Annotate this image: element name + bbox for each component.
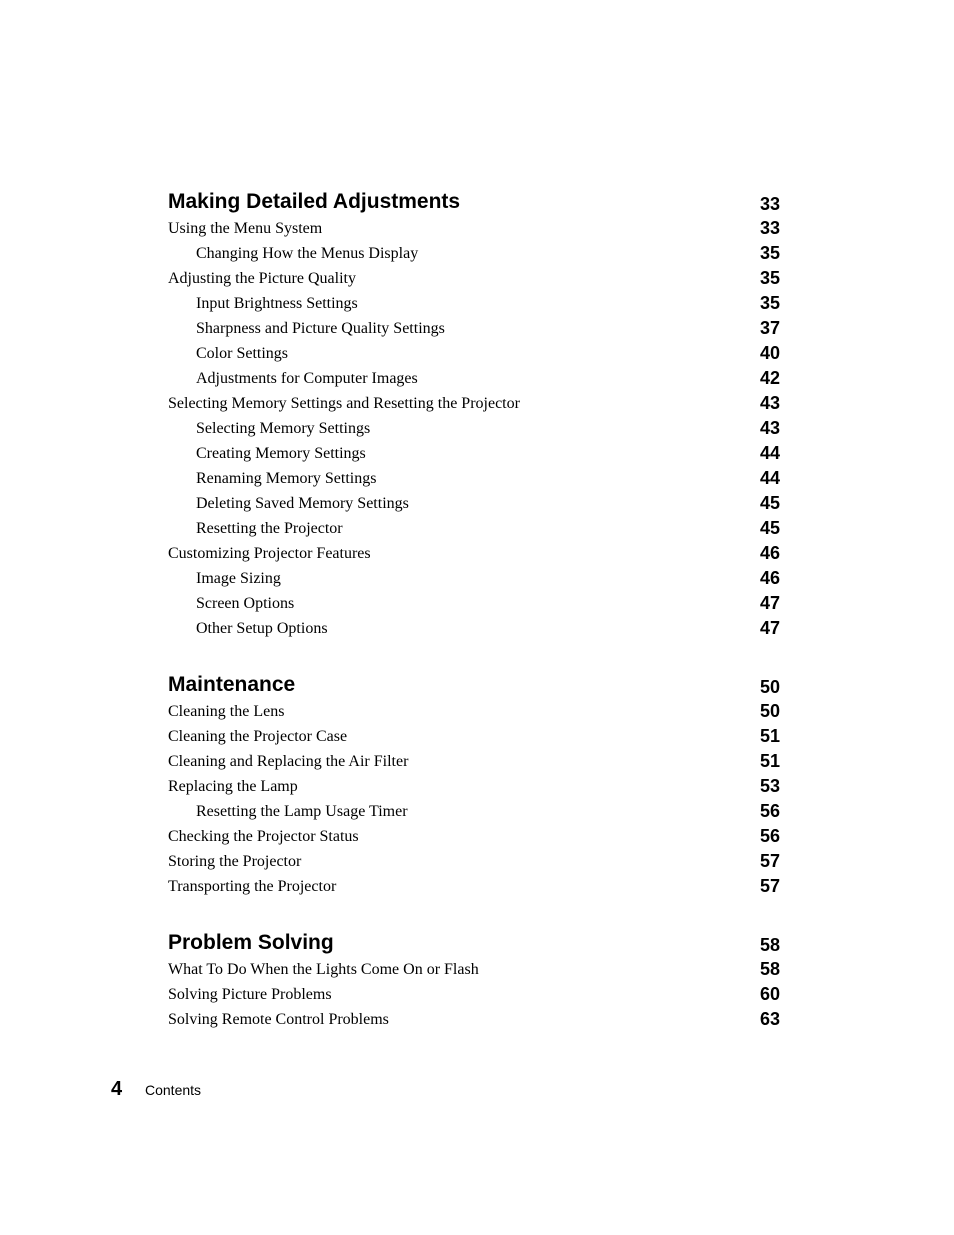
toc-entry-page-number: 35 [759, 243, 780, 263]
toc-entry-page-number: 46 [759, 543, 780, 563]
toc-entry-page-number: 45 [759, 518, 780, 538]
toc-entry[interactable] [168, 957, 780, 982]
toc-entry-page-number: 56 [759, 801, 780, 821]
toc-entry-page-number: 60 [759, 984, 780, 1004]
toc-entry-title: Replacing the Lamp [168, 778, 298, 795]
toc-subentry[interactable] [168, 491, 780, 516]
toc-entry-title: Deleting Saved Memory Settings [196, 495, 409, 512]
toc-heading-title: Maintenance [168, 673, 296, 696]
table-of-contents [168, 188, 780, 1032]
toc-entry-page-number: 63 [759, 1009, 780, 1029]
toc-entry-title: Checking the Projector Status [168, 828, 359, 845]
toc-entry[interactable] [168, 849, 780, 874]
toc-section-heading[interactable] [168, 188, 780, 216]
toc-entry[interactable] [168, 699, 780, 724]
toc-subentry[interactable] [168, 291, 780, 316]
toc-entry-title: Using the Menu System [168, 220, 323, 237]
toc-entry-title: Cleaning and Replacing the Air Filter [168, 753, 409, 770]
toc-entry[interactable] [168, 541, 780, 566]
toc-entry-title: Sharpness and Picture Quality Settings [196, 320, 445, 337]
toc-entry-title: Screen Options [196, 595, 295, 612]
toc-entry-title: Solving Picture Problems [168, 986, 332, 1003]
toc-entry-page-number: 57 [759, 851, 780, 871]
toc-entry-page-number: 43 [759, 393, 780, 413]
toc-entry-title: Storing the Projector [168, 853, 302, 870]
toc-subentry[interactable] [168, 616, 780, 641]
toc-subentry[interactable] [168, 341, 780, 366]
toc-entry-title: Selecting Memory Settings [196, 420, 371, 437]
toc-subentry[interactable] [168, 466, 780, 491]
toc-section [168, 188, 780, 641]
toc-entry-title: Resetting the Projector [196, 520, 343, 537]
toc-section [168, 671, 780, 899]
toc-subentry[interactable] [168, 416, 780, 441]
toc-entry-page-number: 58 [759, 959, 780, 979]
toc-heading-title: Making Detailed Adjustments [168, 190, 461, 213]
toc-entry-title: Renaming Memory Settings [196, 470, 377, 487]
toc-entry-title: What To Do When the Lights Come On or Flash [168, 961, 479, 978]
toc-entry[interactable] [168, 824, 780, 849]
toc-entry-title: Color Settings [196, 345, 289, 362]
toc-heading-page-number: 58 [759, 935, 780, 955]
toc-subentry[interactable] [168, 591, 780, 616]
toc-heading-page-number: 33 [759, 194, 780, 214]
toc-entry-page-number: 51 [759, 726, 780, 746]
toc-subentry[interactable] [168, 366, 780, 391]
toc-section-heading[interactable] [168, 929, 780, 957]
toc-entry-title: Image Sizing [196, 570, 281, 587]
toc-heading-page-number: 50 [759, 677, 780, 697]
toc-entry-title: Transporting the Projector [168, 878, 337, 895]
toc-subentry[interactable] [168, 516, 780, 541]
toc-entry-page-number: 42 [759, 368, 780, 388]
toc-entry[interactable] [168, 216, 780, 241]
toc-entry-page-number: 43 [759, 418, 780, 438]
toc-entry-title: Solving Remote Control Problems [168, 1011, 389, 1028]
toc-entry[interactable] [168, 391, 780, 416]
toc-entry[interactable] [168, 266, 780, 291]
toc-subentry[interactable] [168, 799, 780, 824]
toc-entry-title: Adjustments for Computer Images [196, 370, 418, 387]
toc-entry-title: Resetting the Lamp Usage Timer [196, 803, 408, 820]
toc-entry-page-number: 45 [759, 493, 780, 513]
toc-entry[interactable] [168, 724, 780, 749]
toc-subentry[interactable] [168, 241, 780, 266]
toc-entry-page-number: 44 [759, 468, 780, 488]
toc-entry-page-number: 56 [759, 826, 780, 846]
toc-entry[interactable] [168, 774, 780, 799]
toc-heading-title: Problem Solving [168, 931, 334, 954]
toc-section [168, 929, 780, 1032]
toc-entry-page-number: 40 [759, 343, 780, 363]
toc-entry[interactable] [168, 749, 780, 774]
toc-entry-page-number: 57 [759, 876, 780, 896]
toc-entry-page-number: 37 [759, 318, 780, 338]
toc-entry[interactable] [168, 874, 780, 899]
toc-entry-page-number: 47 [759, 593, 780, 613]
toc-subentry[interactable] [168, 316, 780, 341]
toc-entry-page-number: 53 [759, 776, 780, 796]
toc-entry-title: Cleaning the Lens [168, 703, 285, 720]
toc-entry[interactable] [168, 982, 780, 1007]
toc-section-heading[interactable] [168, 671, 780, 699]
toc-entry-title: Changing How the Menus Display [196, 245, 419, 262]
toc-entry-title: Customizing Projector Features [168, 545, 371, 562]
toc-entry-page-number: 35 [759, 268, 780, 288]
toc-entry-title: Selecting Memory Settings and Resetting the Projector [168, 395, 520, 412]
toc-entry-title: Adjusting the Picture Quality [168, 270, 356, 287]
toc-entry-page-number: 51 [759, 751, 780, 771]
toc-entry-title: Cleaning the Projector Case [168, 728, 348, 745]
toc-entry-title: Creating Memory Settings [196, 445, 366, 462]
toc-entry-title: Other Setup Options [196, 620, 328, 637]
page-number: 4 [111, 1078, 123, 1100]
toc-entry-page-number: 50 [759, 701, 780, 721]
toc-entry-page-number: 33 [759, 218, 780, 238]
toc-entry-title: Input Brightness Settings [196, 295, 358, 312]
toc-subentry[interactable] [168, 566, 780, 591]
toc-entry-page-number: 47 [759, 618, 780, 638]
toc-subentry[interactable] [168, 441, 780, 466]
footer-section-label: Contents [145, 1082, 202, 1098]
toc-entry-page-number: 44 [759, 443, 780, 463]
toc-entry[interactable] [168, 1007, 780, 1032]
toc-entry-page-number: 35 [759, 293, 780, 313]
toc-entry-page-number: 46 [759, 568, 780, 588]
